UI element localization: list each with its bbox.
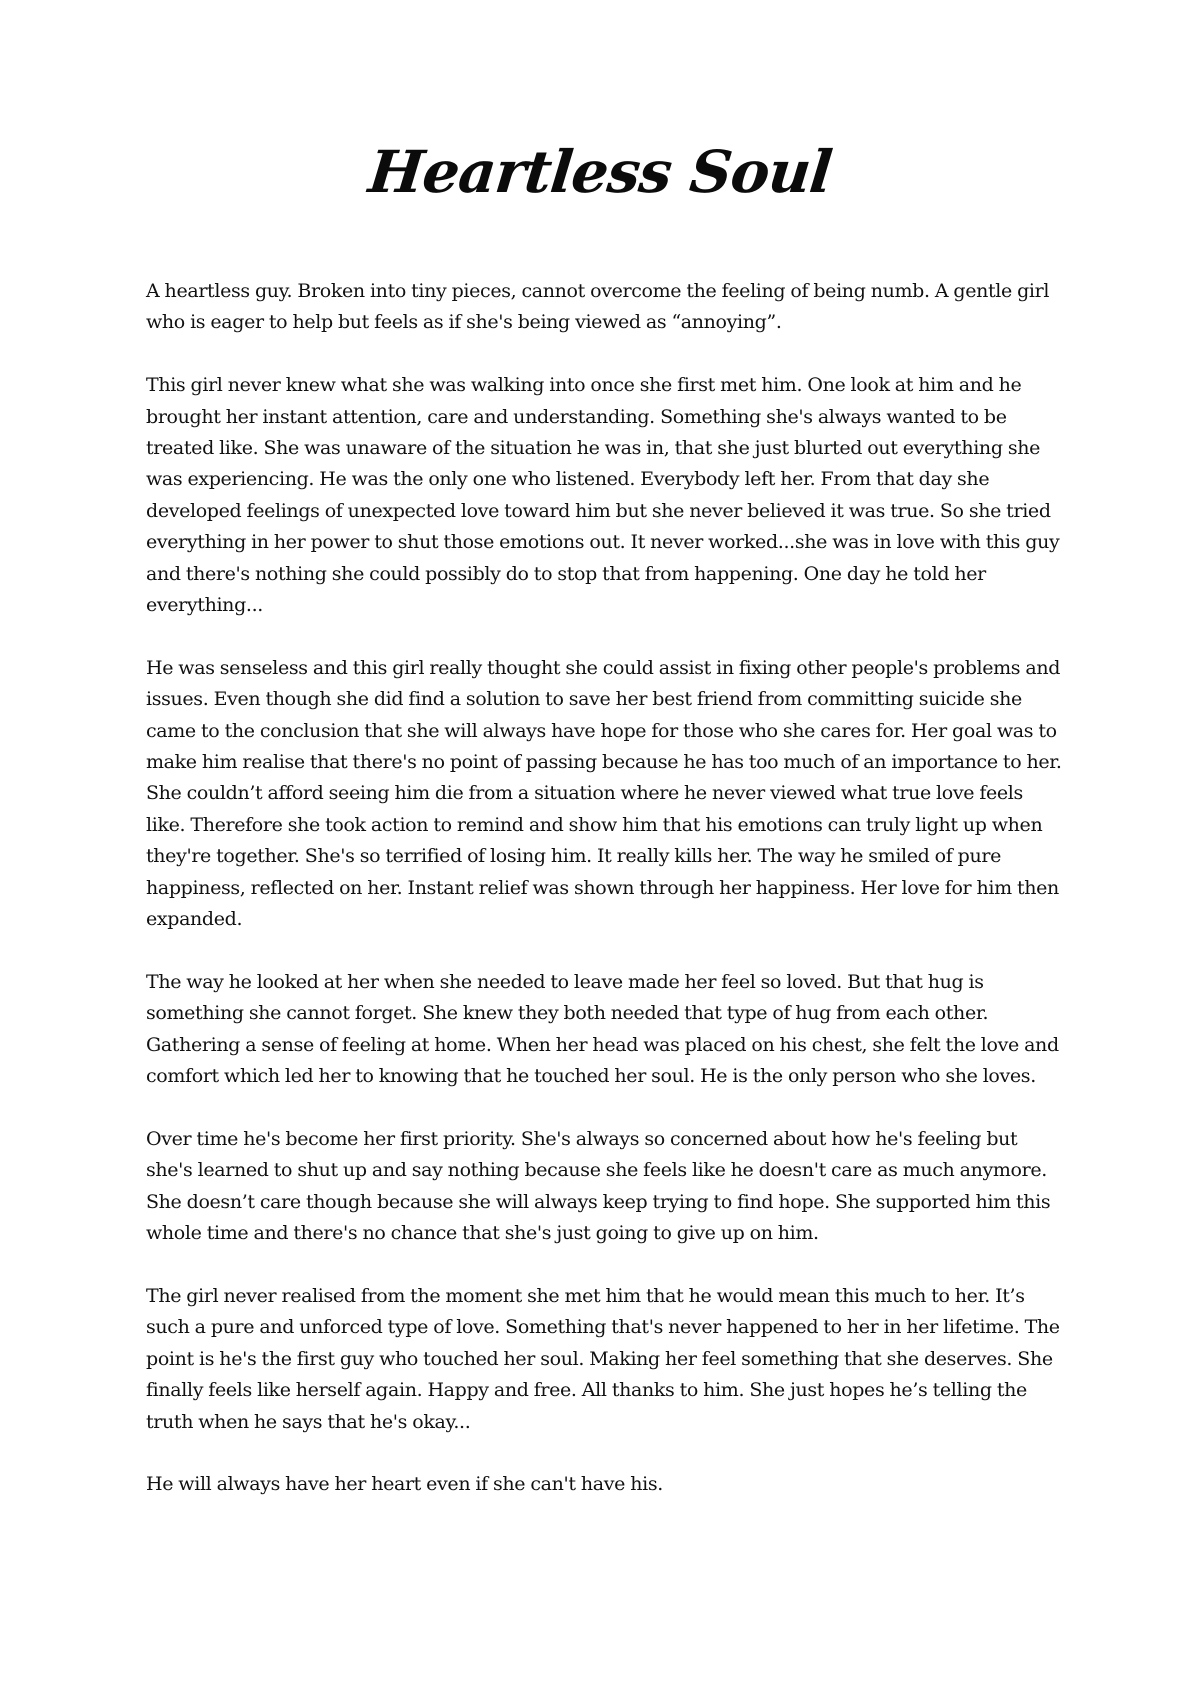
document-body: [146, 276, 1066, 1501]
paragraph-6: The girl never realised from the moment she met him that he would mean this much to her. It’s such a pure and unforced type of love. Something that's never happened to her in her lifetime. The point is he's the first guy who touched her soul. Making her feel something that she deserves. She finally feels like herself again. Happy and free. All thanks to him. She just hopes he’s telling the truth when he says that he's okay...: [146, 1284, 1060, 1433]
paragraph-3: He was senseless and this girl really thought she could assist in fixing other people's problems and issues. Even though she did find a solution to save her best friend from committing suicide she came to the conclusion that she will always have hope for those who she cares for. Her goal was to make him realise that there's no point of passing because he has too much of an importance to her. She couldn’t afford seeing him die from a situation where he never viewed what true love feels like. Therefore she took action to remind and show him that his emotions can truly light up when they're together. She's so terrified of losing him. It really kills her. The way he smiled of pure happiness, reflected on her. Instant relief was shown through her happiness. Her love for him then expanded.: [146, 656, 1062, 931]
paragraph-2: This girl never knew what she was walking into once she first met him. One look at him and he brought her instant attention, care and understanding. Something she's always wanted to be treated like. She was unaware of the situation he was in, that she just blurted out everything she was experiencing. He was the only one who listened. Everybody left her. From that day she developed feelings of unexpected love toward him but she never believed it was true. So she tried everything in her power to shut those emotions out. It never worked...she was in love with this guy and there's nothing she could possibly do to stop that from happening. One day he told her everything...: [146, 374, 1060, 617]
paragraph-1: A heartless guy. Broken into tiny pieces, cannot overcome the feeling of being numb. A gentle girl who is eager to help but feels as if she's being viewed as “annoying”.: [146, 280, 1050, 334]
paragraph-7: He will always have her heart even if she can't have his.: [146, 1473, 663, 1496]
document-title: Heartless Soul: [365, 138, 835, 206]
paragraph-5: Over time he's become her first priority. She's always so concerned about how he's feeling but she's learned to shut up and say nothing because she feels like he doesn't care as much anymore. She doesn’t care though because she will always keep trying to find hope. She supported him this whole time and there's no chance that she's just going to give up on him.: [146, 1127, 1051, 1245]
paragraph-4: The way he looked at her when she needed to leave made her feel so loved. But that hug is something she cannot forget. She knew they both needed that type of hug from each other. Gathering a sense of feeling at home. When her head was placed on his chest, she felt the love and comfort which led her to knowing that he touched her soul. He is the only person who she loves.: [146, 970, 1059, 1088]
